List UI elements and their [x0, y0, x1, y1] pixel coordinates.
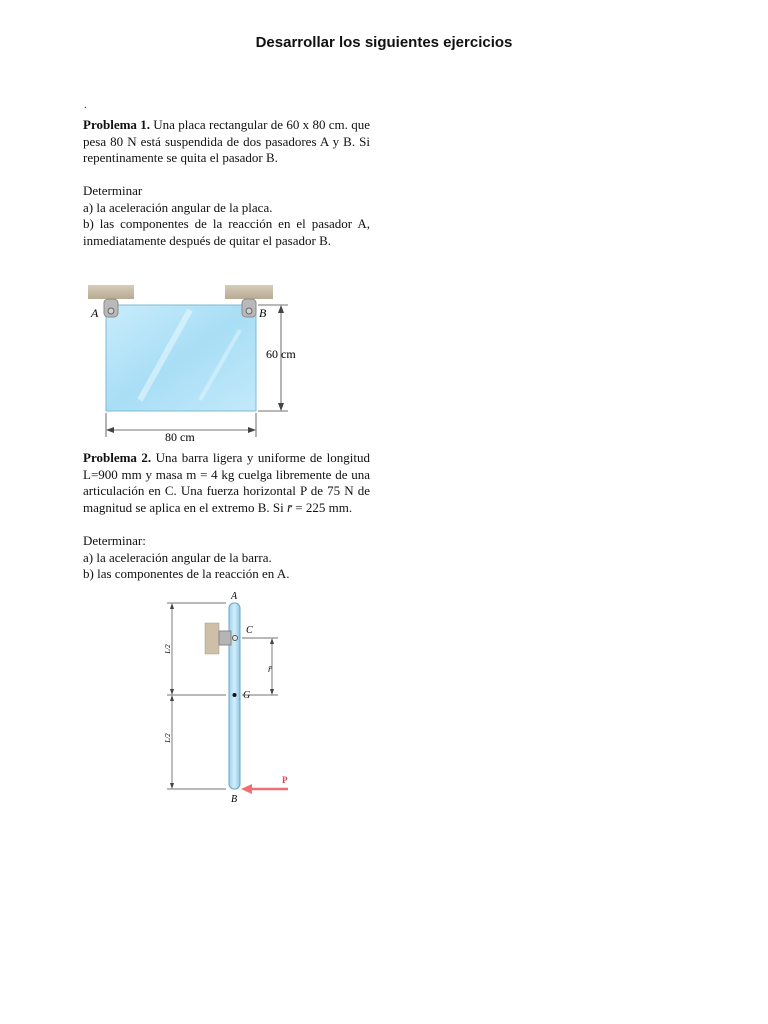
center-g: [233, 693, 237, 697]
stray-mark: .: [84, 100, 87, 111]
hinge-support: [205, 623, 219, 654]
problem-2-text-end: = 225 mm.: [292, 499, 353, 515]
bar-figure: [160, 588, 300, 808]
label-b: B: [259, 306, 267, 320]
problem-2-statement: [83, 450, 370, 516]
half-length-lower: L/2: [164, 733, 172, 743]
half-length-upper: L/2: [164, 644, 172, 654]
bar-label-g: G: [243, 690, 251, 701]
width-dimension: 80 cm: [165, 430, 195, 444]
problem-2-determine-label: Determinar:: [83, 533, 146, 548]
problem-1-text: Una placa rectangular de 60 x 80 cm. que pesa 80 N está suspendida de dos pasadores A y B. Si repentinamente se quita el pasador B.: [83, 117, 370, 165]
rbar-dimension: r̄: [268, 664, 272, 674]
problem-1-statement: [83, 117, 370, 167]
bar-label-a: A: [231, 591, 238, 602]
problem-2-text: Una barra ligera y uniforme de longitud L=900 mm y masa m = 4 kg cuelga libremente de una articulación en C. Una fuerza horizontal P de 75 N de magnitud se aplica en el extremo B. Si: [83, 450, 370, 515]
problem-2-item-b: b) las componentes de la reacción en A.: [83, 566, 290, 581]
label-a: A: [91, 306, 99, 320]
page-title: Desarrollar los siguientes ejercicios: [255, 34, 513, 51]
problem-2-heading: Problema 2.: [83, 450, 152, 465]
plate-figure: [80, 280, 340, 446]
problem-1-heading: Problema 1.: [83, 117, 150, 132]
bar-label-c: C: [246, 625, 253, 636]
problem-1-determine-label: Determinar: [83, 183, 143, 198]
pin-b: [246, 308, 252, 314]
support-a: [88, 285, 134, 299]
support-b: [225, 285, 273, 299]
problem-2-tasks: [83, 533, 370, 583]
problem-2-item-a: a) la aceleración angular de la barra.: [83, 549, 272, 565]
rbar-symbol: r̄: [286, 499, 293, 515]
bar-label-b: B: [231, 794, 238, 805]
pivot-c: [233, 636, 238, 641]
problem-1-item-a: a) la aceleración angular de la placa.: [83, 199, 273, 215]
problem-1-tasks: [83, 183, 370, 249]
force-p-label: P: [282, 775, 288, 785]
pin-a: [108, 308, 114, 314]
problem-1-item-b: b) las componentes de la reacción en el pasador A, inmediatamente después de quitar el pasador B.: [83, 216, 370, 248]
height-dimension: 60 cm: [266, 347, 296, 361]
